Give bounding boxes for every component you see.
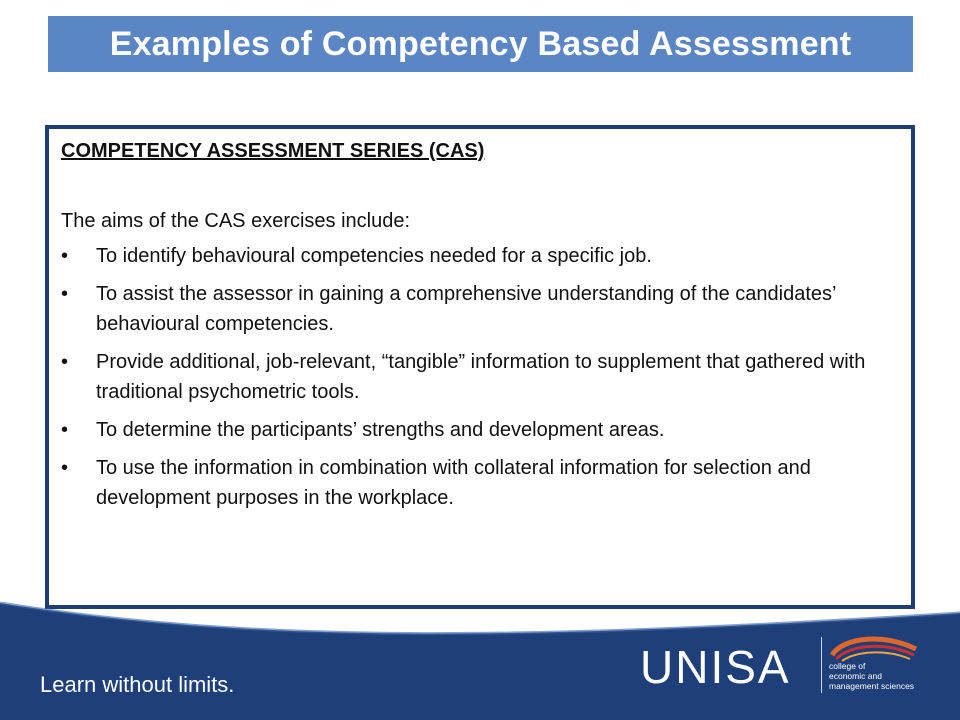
unisa-logo: UNISA — [640, 641, 791, 693]
bullet-item — [61, 279, 907, 339]
footer-wave — [0, 585, 960, 720]
bullet-text: To identify behavioural competencies needed for a specific job. — [96, 245, 652, 267]
bullet-text: Provide additional, job-relevant, “tangible” information to supplement that gathered with traditional psychometric tools. — [96, 351, 866, 403]
bullet-item — [61, 347, 907, 407]
bullet-list — [61, 241, 907, 513]
bullet-item — [61, 415, 907, 445]
bullet-icon: • — [61, 419, 69, 441]
bullet-text: To use the information in combination with collateral information for selection and development purposes in the workplace. — [96, 457, 811, 509]
college-line: management sciences — [829, 681, 915, 691]
content-inner — [61, 137, 907, 521]
content-box — [45, 125, 915, 609]
bullet-icon: • — [61, 245, 69, 267]
college-name — [829, 661, 939, 691]
bullet-item — [61, 453, 907, 513]
logo-divider — [821, 637, 822, 693]
unisa-sun-icon — [826, 633, 922, 663]
bullet-text: To determine the participants’ strengths and development areas. — [96, 419, 665, 441]
bullet-icon: • — [61, 457, 69, 479]
bullet-text: To assist the assessor in gaining a comprehensive understanding of the candidates’ behavioural competencies. — [96, 283, 836, 335]
bullet-icon: • — [61, 351, 69, 373]
bullet-icon: • — [61, 283, 69, 305]
section-heading: COMPETENCY ASSESSMENT SERIES (CAS) — [61, 140, 485, 162]
college-line: college of — [829, 661, 866, 671]
bullet-item — [61, 241, 907, 271]
tagline: Learn without limits. — [40, 672, 235, 697]
slide-title-bar — [48, 16, 913, 72]
slide-title: Examples of Competency Based Assessment — [109, 24, 852, 63]
intro-text: The aims of the CAS exercises include: — [61, 210, 411, 232]
college-line: economic and — [829, 671, 882, 681]
